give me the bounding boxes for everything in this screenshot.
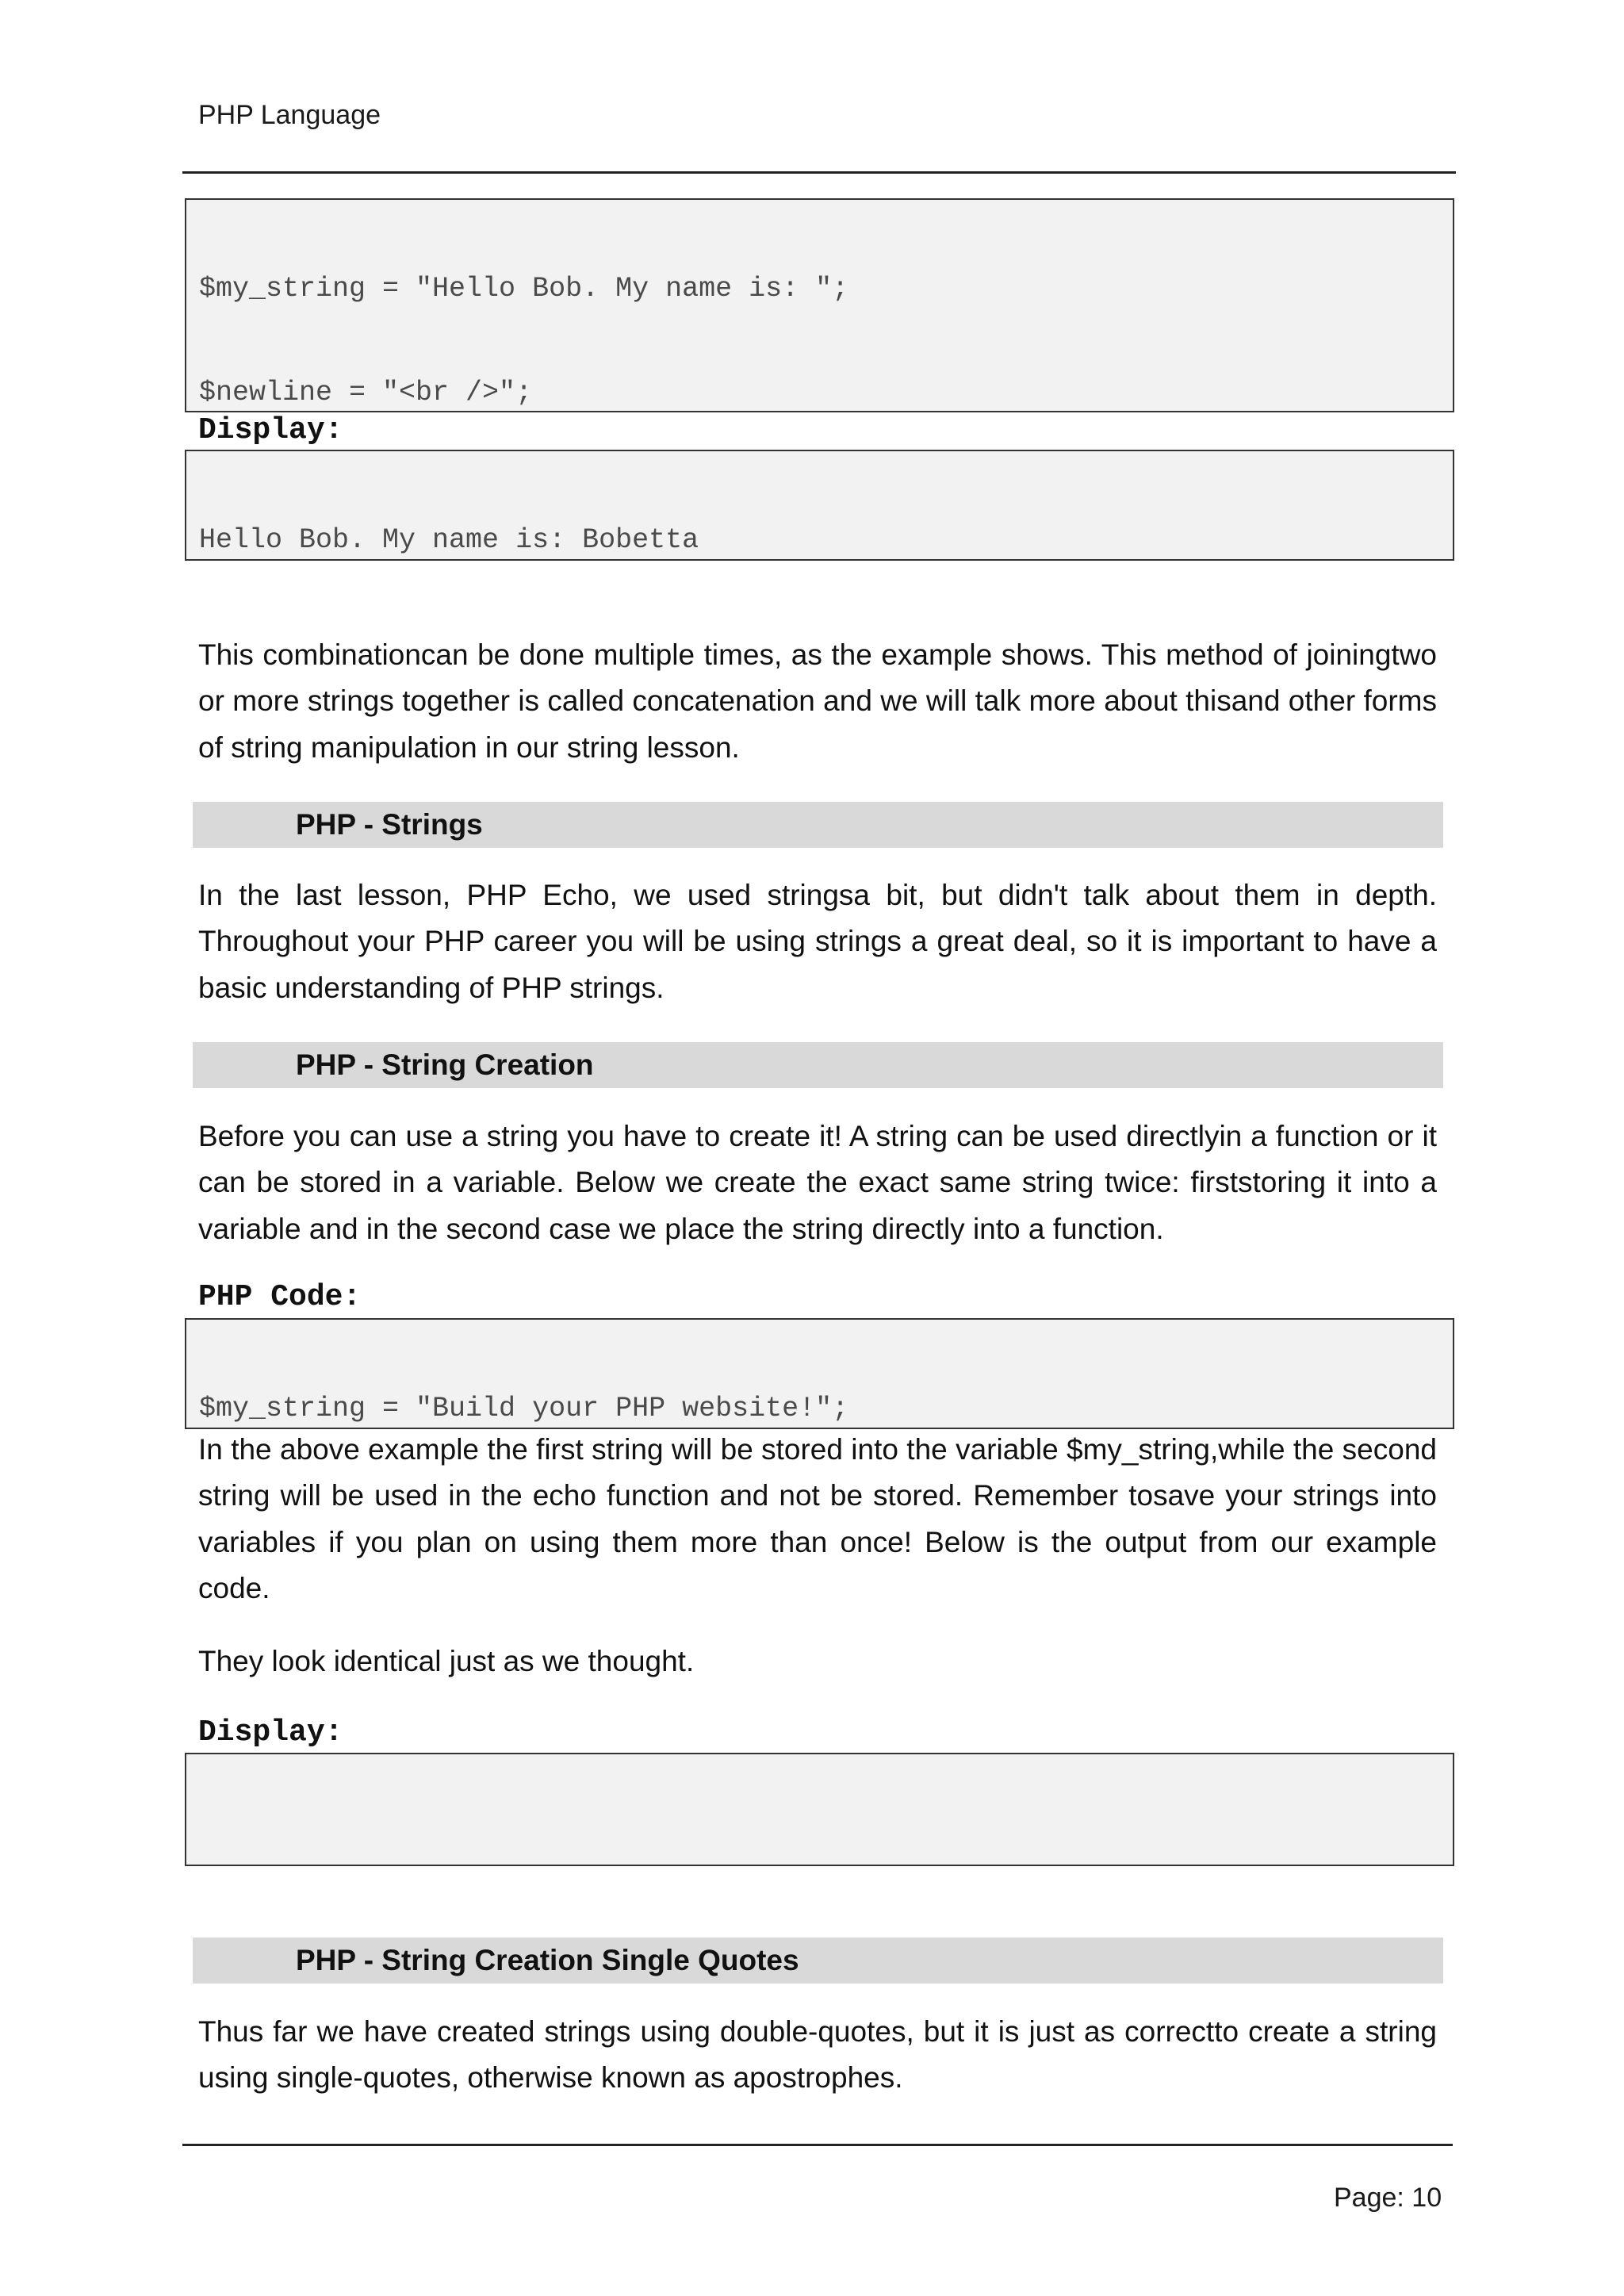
display-label: Display: — [198, 1715, 343, 1750]
footer-divider — [182, 2144, 1453, 2146]
running-header: PHP Language — [198, 100, 381, 130]
section-heading-single-quotes — [193, 1938, 1443, 1984]
display-label: Display: — [198, 413, 343, 447]
output-line: Hello Bob. My name is: Bobetta — [199, 524, 699, 556]
paragraph-strings: In the last lesson, PHP Echo, we used stringsa bit, but didn't talk about them in depth. Throughout your PHP career you will be using strings a great deal, so it is important to have a basic understanding of PHP strings. — [198, 879, 1437, 1004]
section-heading-string-creation — [193, 1042, 1443, 1088]
paragraph-identical: They look identical just as we thought. — [198, 1645, 695, 1677]
code-line: $my_string = "Build your PHP website!"; — [199, 1393, 849, 1424]
php-code-label: PHP Code: — [198, 1280, 362, 1314]
paragraph-string-creation: Before you can use a string you have to create it! A string can be used directlyin a function or it can be stored in a variable. Below we create the exact same string twice: firststoring it into a variable and in the second case we place the string directly into a function. — [198, 1120, 1437, 1245]
section-title: PHP - Strings — [296, 808, 483, 841]
code-block — [185, 1318, 1454, 1429]
header-divider — [182, 171, 1456, 174]
code-line: $newline = "<br />"; — [199, 376, 533, 408]
paragraph-concatenation: This combinationcan be done multiple times, as the example shows. This method of joiningtwo or more strings together is called concatenation and we will talk more about thisand other forms of string manipulation in our string lesson. — [198, 638, 1437, 764]
output-line — [199, 1826, 1440, 1861]
page-number: Page: 10 — [1334, 2183, 1442, 2213]
display-output-block — [185, 450, 1454, 561]
code-line: $my_string = "Hello Bob. My name is: "; — [199, 273, 849, 305]
code-block — [185, 198, 1454, 412]
display-output-block — [185, 1753, 1454, 1866]
paragraph-above-example: In the above example the first string will be stored into the variable $my_string,while the second string will be used in the echo function and not be stored. Remember tosave your strings into variables if you plan on using them more than once! Below is the output from our example code. — [198, 1433, 1437, 1604]
section-heading-strings — [193, 802, 1443, 848]
paragraph-single-quotes: Thus far we have created strings using double-quotes, but it is just as correctto create a string using single-quotes, otherwise known as apostrophes. — [198, 2015, 1437, 2095]
section-title: PHP - String Creation — [296, 1048, 594, 1081]
section-title: PHP - String Creation Single Quotes — [296, 1944, 799, 1976]
